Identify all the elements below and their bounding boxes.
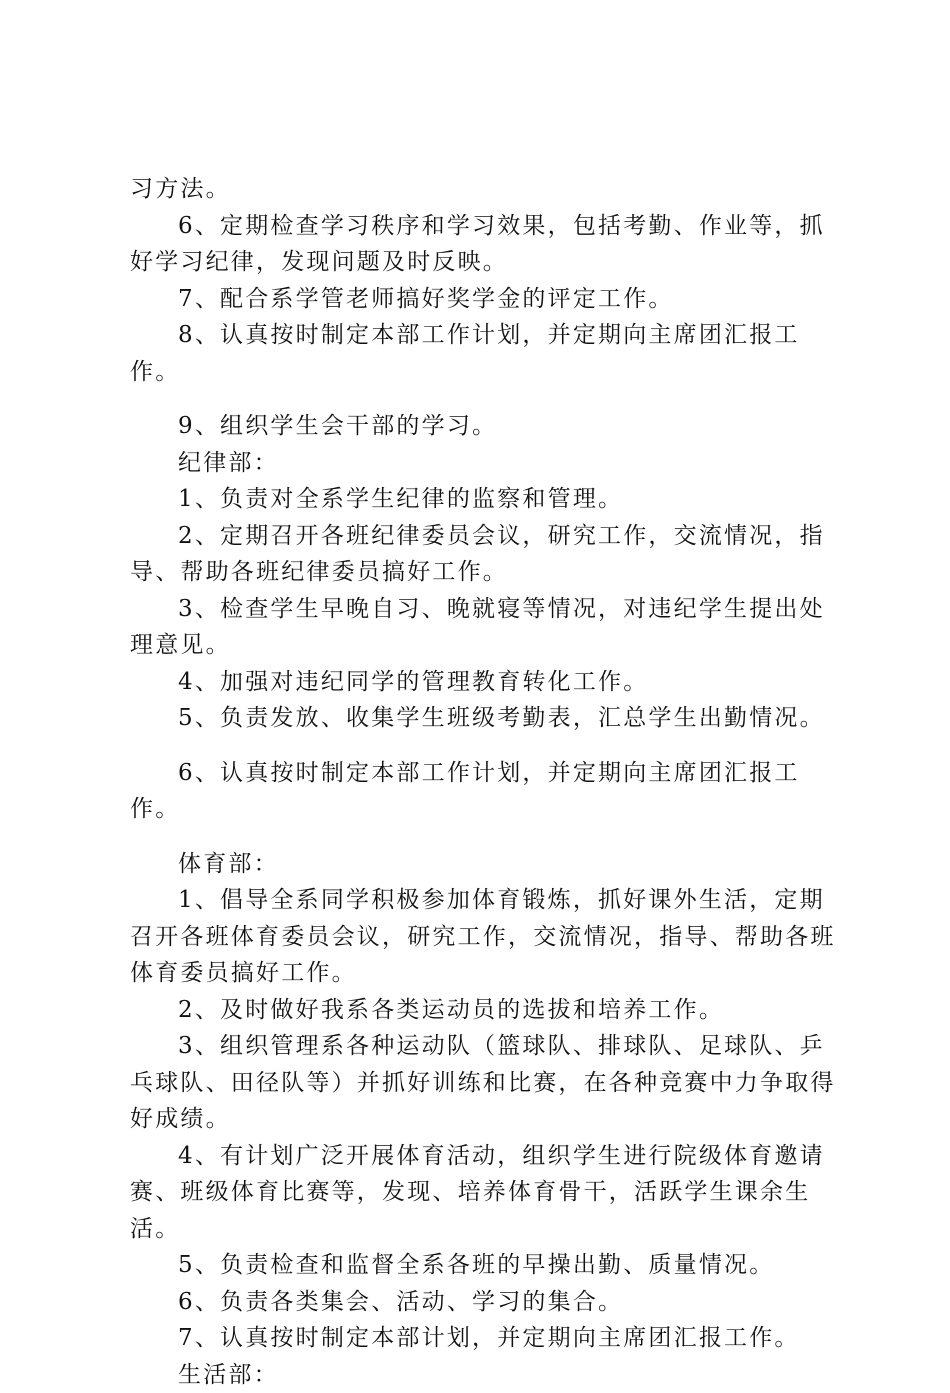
paragraph: 6、认真按时制定本部工作计划，并定期向主席团汇报工作。: [130, 755, 845, 828]
paragraph: 生活部：: [130, 1357, 845, 1393]
paragraph: 3、检查学生早晚自习、晚就寝等情况，对违纪学生提出处理意见。: [130, 591, 845, 664]
paragraph: 6、负责各类集会、活动、学习的集合。: [130, 1284, 845, 1321]
paragraph: 体育部：: [130, 846, 845, 883]
paragraph: 习方法。: [130, 171, 845, 208]
paragraph: 7、配合系学管老师搞好奖学金的评定工作。: [130, 281, 845, 318]
document-body: [130, 171, 845, 1393]
paragraph: 7、认真按时制定本部计划，并定期向主席团汇报工作。: [130, 1320, 845, 1357]
paragraph: 4、有计划广泛开展体育活动，组织学生进行院级体育邀请赛、班级体育比赛等，发现、培养体育骨干，活跃学生课余生活。: [130, 1138, 845, 1248]
paragraph: 8、认真按时制定本部工作计划，并定期向主席团汇报工作。: [130, 317, 845, 390]
paragraph: 2、及时做好我系各类运动员的选拔和培养工作。: [130, 992, 845, 1029]
paragraph: 5、负责发放、收集学生班级考勤表，汇总学生出勤情况。: [130, 700, 845, 737]
paragraph: 4、加强对违纪同学的管理教育转化工作。: [130, 664, 845, 701]
paragraph: 5、负责检查和监督全系各班的早操出勤、质量情况。: [130, 1247, 845, 1284]
paragraph: 1、负责对全系学生纪律的监察和管理。: [130, 481, 845, 518]
paragraph-spacer: [130, 390, 845, 408]
paragraph-spacer: [130, 737, 845, 755]
paragraph: 6、定期检查学习秩序和学习效果，包括考勤、作业等，抓好学习纪律，发现问题及时反映。: [130, 208, 845, 281]
paragraph: 纪律部：: [130, 445, 845, 482]
paragraph: 3、组织管理系各种运动队（篮球队、排球队、足球队、乒乓球队、田径队等）并抓好训练和比赛，在各种竞赛中力争取得好成绩。: [130, 1028, 845, 1138]
paragraph: 2、定期召开各班纪律委员会议，研究工作，交流情况，指导、帮助各班纪律委员搞好工作。: [130, 518, 845, 591]
paragraph-spacer: [130, 828, 845, 846]
paragraph: 1、倡导全系同学积极参加体育锻炼，抓好课外生活，定期召开各班体育委员会议，研究工作，交流情况，指导、帮助各班体育委员搞好工作。: [130, 882, 845, 992]
paragraph: 9、组织学生会干部的学习。: [130, 408, 845, 445]
